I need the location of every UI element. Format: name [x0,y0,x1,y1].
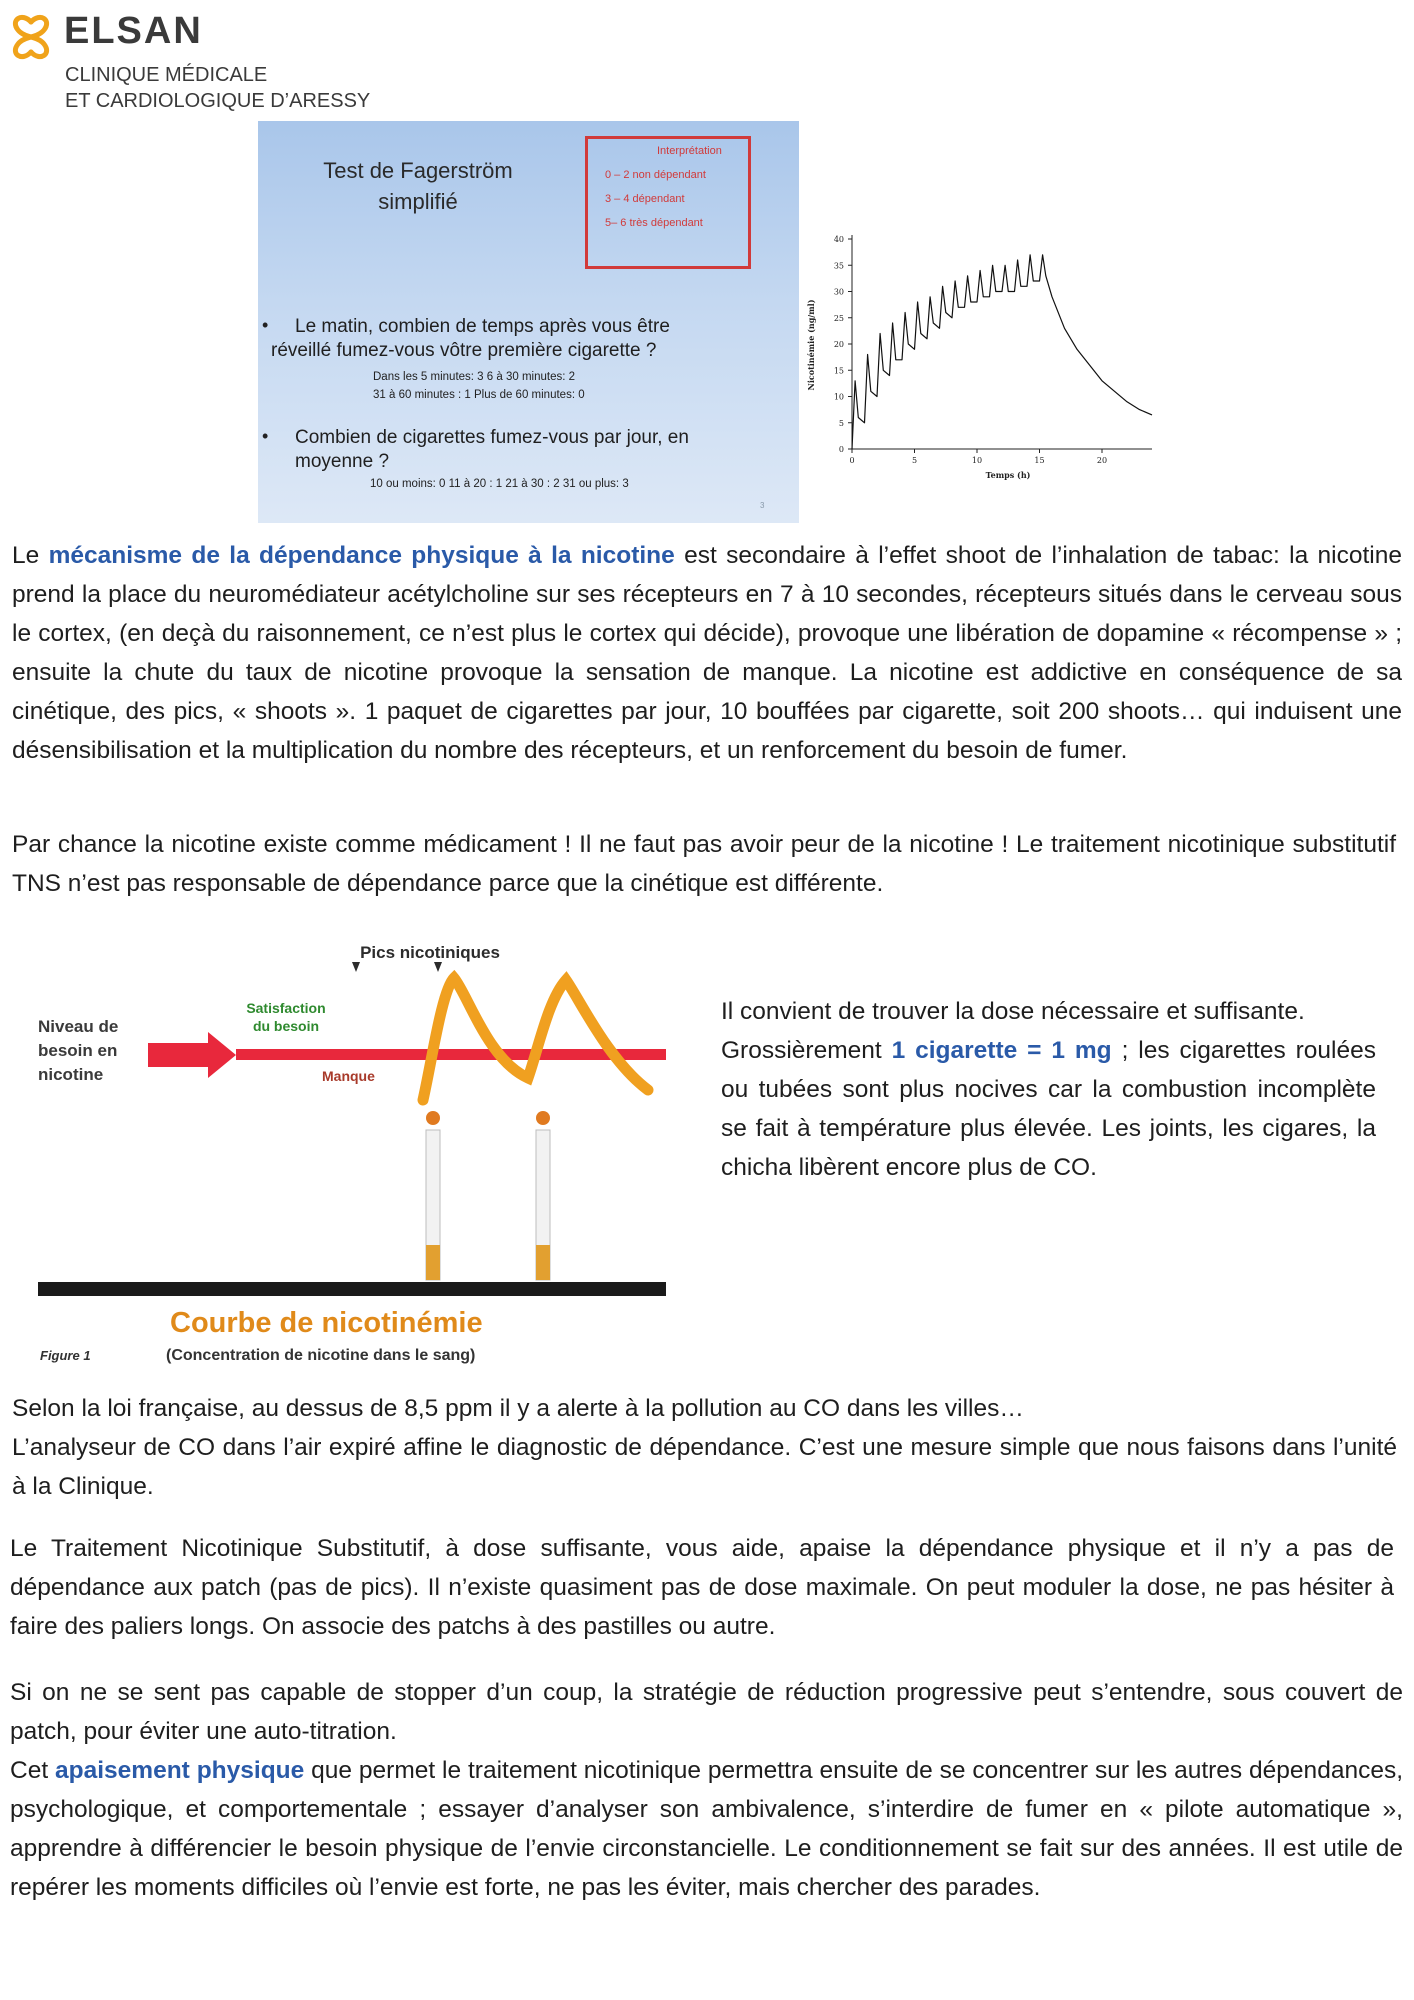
chart-x-tick-label: 5 [911,456,918,465]
need-level-bar [236,1049,666,1060]
interpretation-item: 5– 6 très dépendant [605,217,703,229]
question-1-options-line2: 31 à 60 minutes : 1 Plus de 60 minutes: 0 [373,389,585,401]
chart-x-label: Temps (h) [985,470,1031,480]
chart-x-tick-label: 15 [1034,456,1045,465]
interpretation-box [585,136,751,269]
interpretation-item: 0 – 2 non dépendant [605,169,706,181]
chart-y-tick-label: 35 [833,261,844,271]
clinic-name-line1: CLINIQUE MÉDICALE [65,64,268,86]
time-axis-bar [38,1282,666,1296]
paragraph-dose [721,992,1376,1187]
dose-equivalence [721,1031,1376,1187]
highlight-appeasement: apaisement physique [55,1757,305,1784]
bullet-icon: • [262,426,269,446]
dose-sentence: Il convient de trouver la dose nécessaire et suffisante. [721,998,1305,1025]
chart-y-tick-label: 30 [833,287,844,297]
question-2-line2: moyenne ? [295,451,390,472]
slide-title-line1: Test de Fagerström [323,158,513,183]
question-1-line2: réveillé fumez-vous vôtre première cigarette ? [271,340,657,361]
chart-x-tick-label: 0 [849,456,855,465]
satisfaction-label-line1: Satisfaction [246,1000,326,1016]
need-label-line2: besoin en [38,1041,118,1060]
chart-y-tick-label: 15 [833,366,844,376]
figure-number: Figure 1 [40,1348,91,1363]
highlight-mechanism: mécanisme de la dépendance physique à la nicotine [48,542,675,569]
question-2-options: 10 ou moins: 0 11 à 20 : 1 21 à 30 : 2 31 ou plus: 3 [370,478,629,490]
cigarette-icon [536,1111,550,1280]
cigarette-icon [426,1111,440,1280]
clinic-name-line2: ET CARDIOLOGIQUE D’ARESSY [65,90,371,112]
paragraph-text: ; les cigarettes roulées ou tubées sont plus nocives car la combustion incomplète se fait à température plus élevée. Les joints, les cigares, la chicha libèrent encore plus de CO. [721,1037,1376,1181]
slide-title-line2: simplifié [378,189,458,214]
satisfaction-label-line2: du besoin [252,1018,320,1034]
fagerstrom-slide [258,121,799,523]
nicotinemia-chart [800,225,1160,485]
appeasement-text [10,1751,1403,1907]
chart-y-tick-label: 10 [833,392,844,402]
chart-y-tick-label: 20 [833,340,844,349]
peak-arrow-icon [434,962,442,972]
paragraph-chance: Par chance la nicotine existe comme médicament ! Il ne faut pas avoir peur de la nicotine ! Le traitement nicotinique substitutif TNS n’est pas responsable de dépendance parce que la cinétique est différente. [12,831,1396,897]
paragraph-text: est secondaire à l’effet shoot de l’inhalation de tabac: la nicotine prend la place du neuromédiateur acétylcholine sur ses récepteurs en 7 à 10 secondes, récepteurs situés dans le cerveau sous le cortex, (en deçà du raisonnement, ce n’est plus le cortex qui décide), provoque une libération de dopamine « récompense » ; ensuite la chute du taux de nicotine provoque la sensation de manque. La nicotine est addictive en conséquence de sa cinétique, des pics, « shoots ». 1 paquet de cigarettes par jour, 10 bouffées par cigarette, soit 200 shoots… qui induisent une désensibilisation et la multiplication du nombre des récepteurs, et un renforcement du besoin de fumer. [12,542,1402,764]
manque-label: Manque [322,1068,375,1084]
need-label-line1: Niveau de [38,1017,119,1036]
chart-y-tick-label: 0 [838,445,844,454]
chart-y-tick-label: 40 [833,235,844,244]
paragraph-text: Le [12,542,49,569]
question-1-options-line1: Dans les 5 minutes: 3 6 à 30 minutes: 2 [373,371,575,383]
chart-y-tick-label: 25 [833,313,844,323]
pollution-alert-line: Selon la loi française, au dessus de 8,5 ppm il y a alerte à la pollution au CO dans les villes… [12,1395,1024,1422]
slide-title [308,155,528,217]
nicotinemia-curve-figure [28,940,678,1370]
reduction-text: Si on ne se sent pas capable de stopper d’un coup, la stratégie de réduction progressive peut s’entendre, sous couvert de patch, pour éviter une auto-titration. [10,1679,1403,1745]
need-label-line3: nicotine [38,1065,104,1084]
paragraph-reduction [10,1673,1403,1907]
paragraph-text: Cet [10,1757,56,1784]
chart-y-label: Nicotinémie (ng/ml) [806,299,816,391]
slide-page-number: 3 [760,501,765,510]
nicotinemia-curve [423,978,648,1100]
paragraph-mechanism [12,536,1402,770]
question-1-line1: Le matin, combien de temps après vous être [295,316,670,337]
need-arrow-icon [148,1032,236,1078]
brand-name: ELSAN [64,10,203,52]
figure-caption: (Concentration de nicotine dans le sang) [166,1347,476,1364]
paragraph-text: que permet le traitement nicotinique permettra ensuite de se concentrer sur les autres dépendances, psychologique, et comportementale ; essayer d’analyser son ambivalence, s’interdire de fumer en « pilote automatique », apprendre à différencier le besoin physique de l’envie circonstancielle. Le conditionnement se fait sur des années. Il est utile de repérer les moments difficiles où l’envie est forte, ne pas les éviter, mais chercher des parades. [10,1757,1403,1901]
question-2-line1: Combien de cigarettes fumez-vous par jour, en [295,427,689,448]
peak-arrow-icon [352,962,360,972]
highlight-cigarette-dose: 1 cigarette = 1 mg [891,1037,1112,1064]
chart-x-tick-label: 20 [1096,456,1108,465]
bullet-icon: • [262,315,269,335]
paragraph-co-analyser: L’analyseur de CO dans l’air expiré affine le diagnostic de dépendance. C’est une mesure simple que nous faisons dans l’unité à la Clinique. [12,1434,1397,1500]
peaks-label: Pics nicotiniques [360,943,500,962]
interpretation-title: Interprétation [657,145,722,157]
elsan-logo-icon [8,14,54,60]
chart-y-tick-label: 5 [838,418,844,428]
paragraph-text: Grossièrement [721,1037,892,1064]
interpretation-item: 3 – 4 dépendant [605,193,685,205]
chart-x-tick-label: 10 [971,456,983,465]
chart-series-line [852,255,1152,449]
curve-title: Courbe de nicotinémie [170,1307,483,1339]
paragraph-tns: Le Traitement Nicotinique Substitutif, à dose suffisante, vous aide, apaise la dépendance physique et il n’y a pas de dépendance aux patch (pas de pics). Il n’existe quasiment pas de dose maximale. On peut moduler la dose, ne pas hésiter à faire des paliers longs. On associe des patchs à des pastilles ou autre. [10,1535,1394,1640]
